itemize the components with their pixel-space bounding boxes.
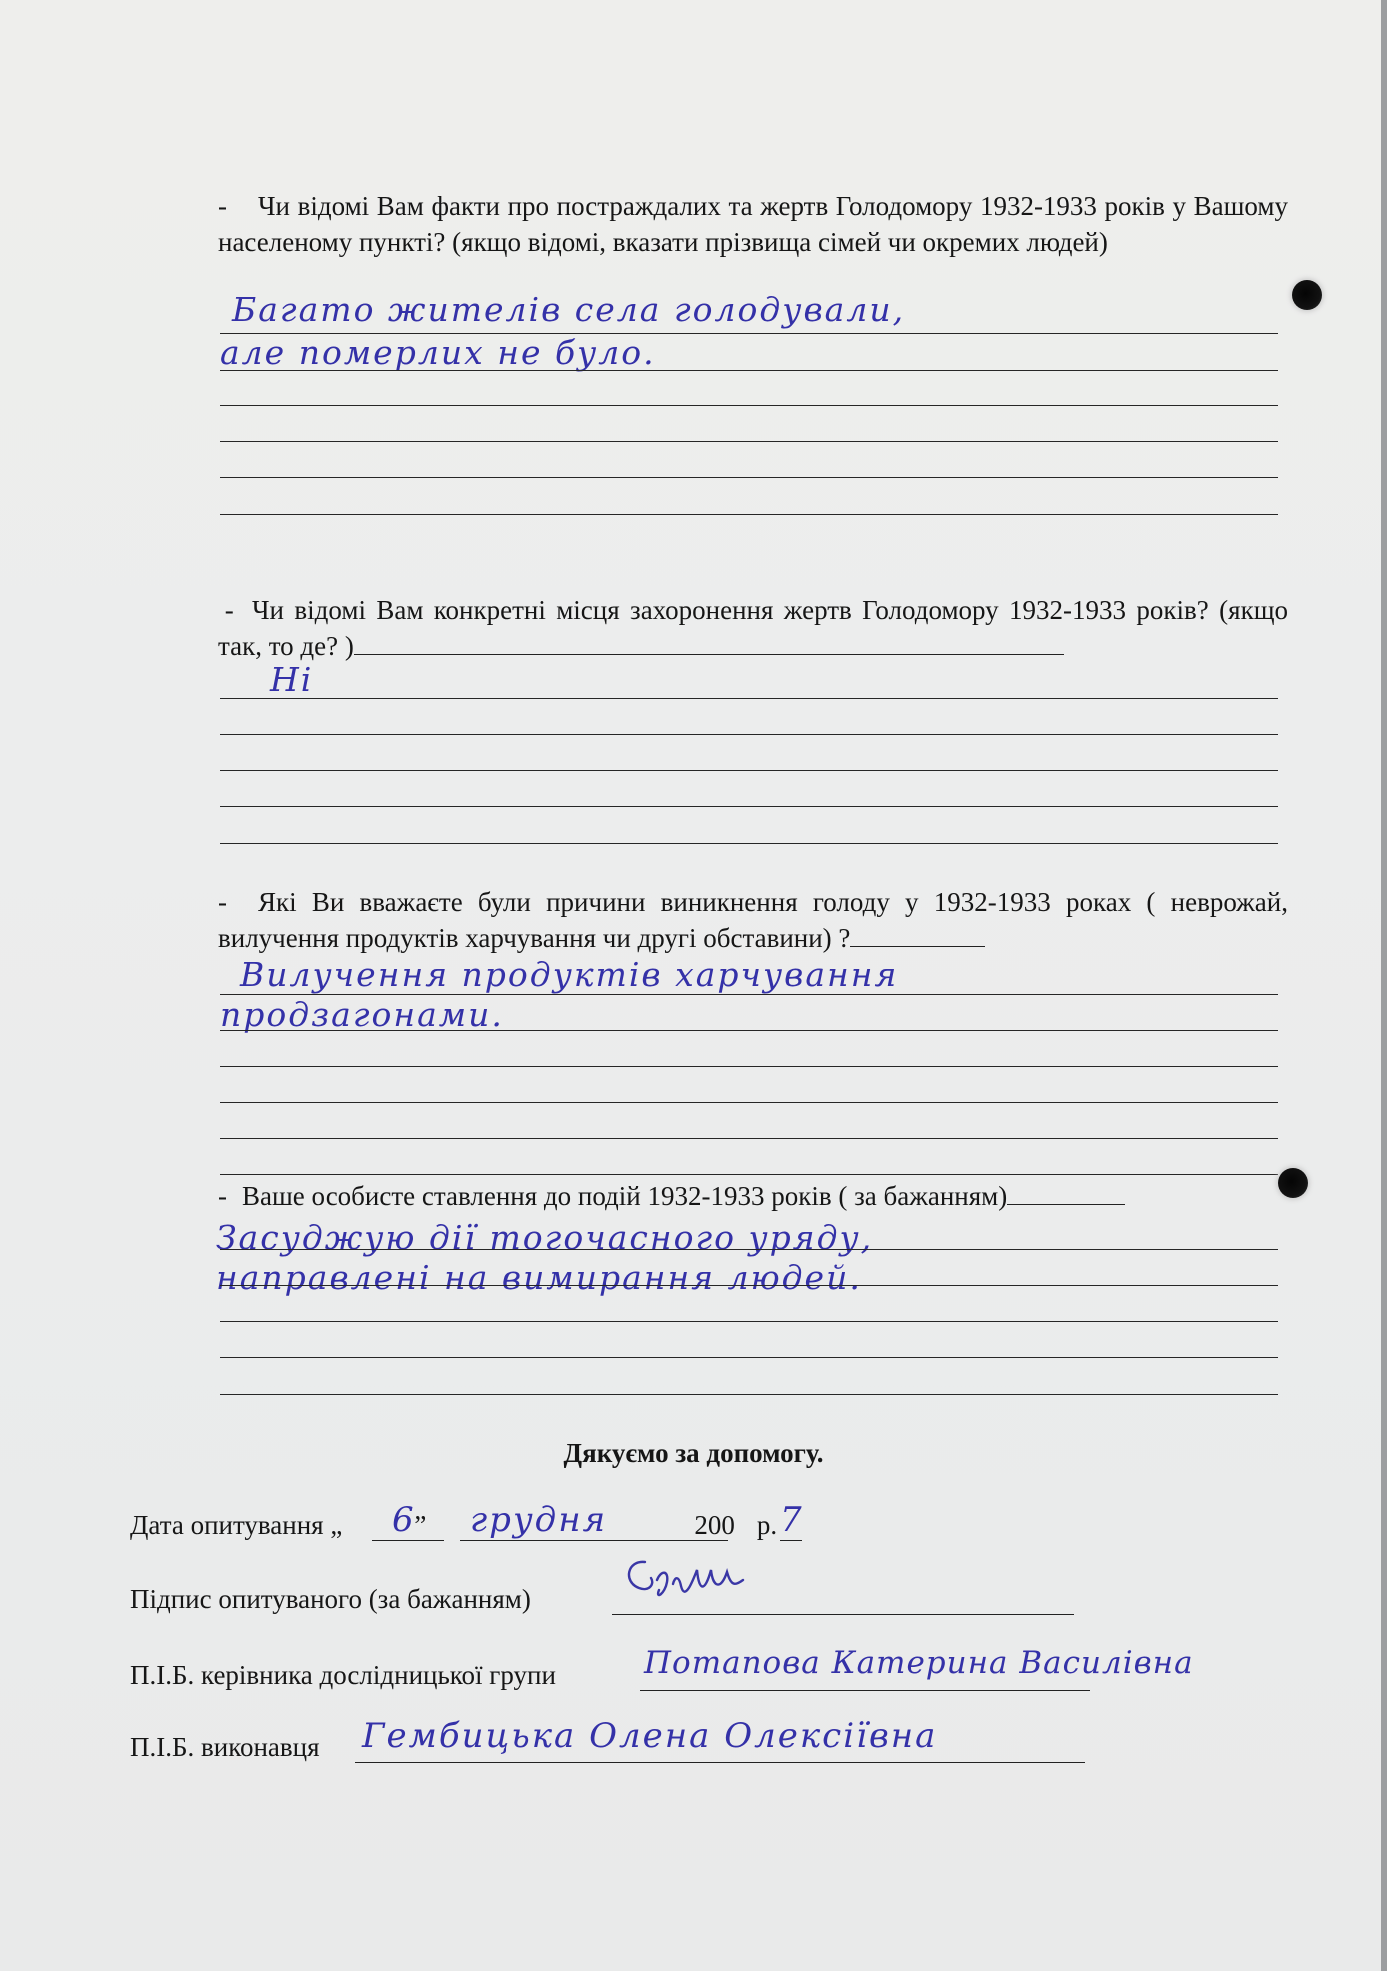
answer-rule [220,1066,1278,1067]
date-month-value: грудня [470,1500,608,1540]
answer-rule [220,734,1278,735]
answer-4-line-2: направлені на вимирання людей. [216,1258,862,1297]
answer-1-line-1: Багато жителів села голодували, [232,290,906,329]
answer-rule [220,1249,1278,1250]
answer-3-line-1: Вилучення продуктів харчування [240,955,899,994]
answer-rule [220,843,1278,844]
answer-rule [220,441,1278,442]
answer-rule [220,514,1278,515]
supervisor-line [130,1660,556,1691]
respondent-signature-icon [615,1540,795,1620]
answer-rule [220,806,1278,807]
executor-line [130,1732,320,1763]
date-year-prefix: 200 [694,1510,735,1540]
thanks-heading: Дякуємо за допомогу. [563,1438,824,1468]
answer-3-line-2: продзагонами. [220,995,504,1034]
answer-rule [220,1321,1278,1322]
answer-rule [220,1394,1278,1395]
punch-hole-icon [1278,1168,1308,1198]
supervisor-rule [640,1690,1090,1691]
date-year-digit-value: 7 [780,1500,804,1540]
supervisor-label: П.І.Б. керівника дослідницької групи [130,1660,556,1690]
answer-4-line-1: Засуджую дії тогочасного уряду, [216,1218,874,1257]
fill-rule [850,922,985,947]
date-line [130,1510,777,1541]
answer-rule [220,1285,1278,1286]
question-3: - Які Ви вважаєте були причини виникнення голоду у 1932-1933 роках ( неврожай, вилучення продуктів харчування чи другі обставини) ? [218,887,1288,953]
answer-rule [220,994,1278,995]
answer-rule [220,477,1278,478]
question-1: - Чи відомі Вам факти про постраждалих та жертв Голодомору 1932-1933 років у Вашому населеному пункті? (якщо відомі, вказати прізвища сімей чи окремих людей) [218,191,1288,257]
date-quote: ” [414,1510,427,1540]
question-2-text: Чи відомі Вам конкретні місця захоронення жертв Голодомору 1932-1933 років? (якщо так, то де? ) [218,595,1288,661]
answer-rule [220,1357,1278,1358]
answer-rule [220,1102,1278,1103]
signature-line [130,1584,531,1615]
answer-rule [220,405,1278,406]
question-4: - Ваше особисте ставлення до подій 1932-1933 років ( за бажанням) [218,1178,1318,1214]
answer-rule [220,698,1278,699]
fill-rule [354,630,1064,655]
date-label: Дата опитування „ [130,1510,343,1540]
question-2: - Чи відомі Вам конкретні місця захоронення жертв Голодомору 1932-1933 років? (якщо так, то де? ) [218,595,1288,661]
punch-hole-icon [1292,280,1322,310]
question-1-text: Чи відомі Вам факти про постраждалих та жертв Голодомору 1932-1933 років у Вашому населеному пункті? (якщо відомі, вказати прізвища сімей чи окремих людей) [218,191,1288,257]
signature-label: Підпис опитуваного (за бажанням) [130,1584,531,1614]
date-day-value: 6 [392,1500,416,1540]
answer-rule [220,770,1278,771]
answer-rule [220,370,1278,371]
date-year-suffix: р. [756,1510,778,1540]
fill-rule [1007,1180,1125,1205]
date-day-rule [372,1540,444,1541]
answer-rule [220,333,1278,334]
executor-name: Гембицька Олена Олексіївна [362,1716,938,1756]
supervisor-name: Потапова Катерина Василівна [644,1645,1194,1681]
answer-1-line-2: але померлих не було. [220,333,656,372]
answer-2-line-1: Ні [270,660,314,699]
question-3-text: Які Ви вважаєте були причини виникнення голоду у 1932-1933 роках ( неврожай, вилучення продуктів харчування чи другі обставини) ? [218,887,1288,953]
executor-rule [355,1762,1085,1763]
question-4-text: Ваше особисте ставлення до подій 1932-1933 років ( за бажанням) [242,1181,1008,1211]
executor-label: П.І.Б. виконавця [130,1732,320,1762]
answer-rule [220,1138,1278,1139]
answer-rule [220,1174,1278,1175]
answer-rule [220,1030,1278,1031]
